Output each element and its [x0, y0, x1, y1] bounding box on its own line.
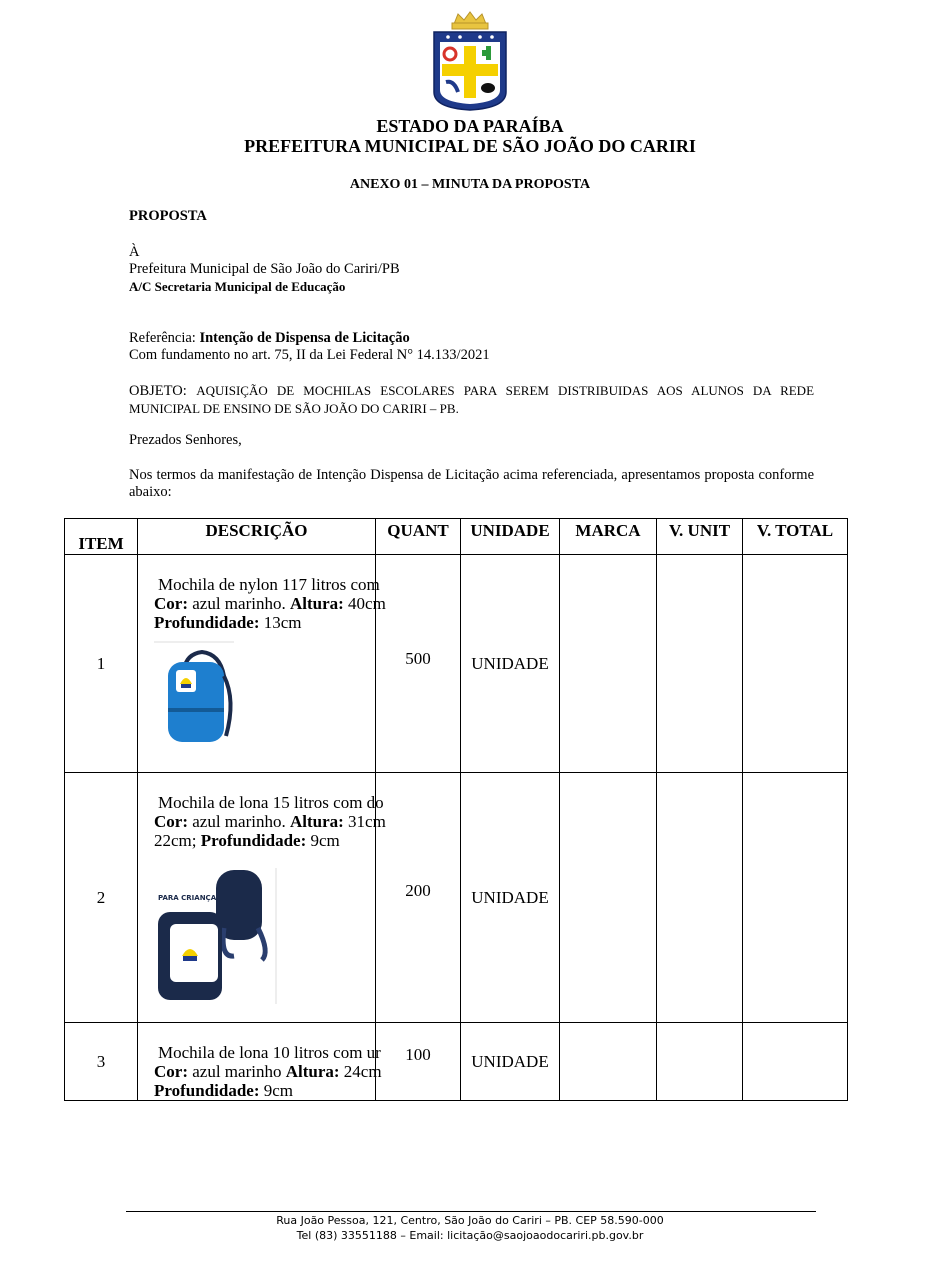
table-row: [65, 773, 848, 1023]
image-caption: PARA CRIANÇA: [158, 894, 217, 902]
reference-block: [129, 330, 814, 364]
navy-backpack-image: [154, 868, 279, 1004]
municipal-crest-logo: [428, 12, 512, 112]
col-header-total-price: V. TOTAL: [743, 519, 848, 555]
col-header-quantity: QUANT: [376, 519, 461, 555]
annex-title: ANEXO 01 – MINUTA DA PROPOSTA: [349, 177, 591, 192]
table-row: [65, 555, 848, 773]
col-header-item: ITEM: [65, 519, 138, 555]
item-number: 2: [65, 773, 138, 1023]
item-brand: [560, 773, 657, 1023]
legal-basis: Com fundamento no art. 75, II da Lei Federal N° 14.133/2021: [129, 347, 490, 363]
item-quantity: 200: [376, 773, 461, 1023]
salutation: Prezados Senhores,: [129, 432, 242, 448]
item-unit-price: [657, 555, 743, 773]
item-description: [138, 1023, 382, 1101]
desc-color-line: Cor: azul marinho. Altura: 31cm: [154, 812, 386, 831]
item-unit-price: [657, 773, 743, 1023]
item-unit: UNIDADE: [461, 1023, 560, 1101]
desc-line: Mochila de lona 15 litros com do: [158, 793, 384, 812]
desc-color-line: Cor: azul marinho Altura: 24cm: [154, 1062, 382, 1081]
reference-label: Referência:: [129, 330, 196, 346]
recipient-name: Prefeitura Municipal de São João do Cariri/PB: [129, 261, 400, 277]
reference-value: Intenção de Dispensa de Licitação: [199, 330, 410, 346]
item-quantity: 500: [376, 555, 461, 773]
item-total-price: [743, 1023, 848, 1101]
item-quantity: 100: [376, 1023, 461, 1101]
desc-color-line: Cor: azul marinho. Altura: 40cm: [154, 594, 386, 613]
item-description: [138, 555, 386, 773]
col-header-unit: UNIDADE: [461, 519, 560, 555]
footer-divider: [126, 1211, 816, 1212]
reference-line: [129, 330, 814, 347]
object-paragraph: [129, 382, 814, 418]
state-title: ESTADO DA PARAÍBA: [376, 116, 564, 136]
table-row: [65, 1023, 848, 1101]
desc-depth-line: 22cm; Profundidade: 9cm: [154, 831, 340, 850]
municipality-title: PREFEITURA MUNICIPAL DE SÃO JOÃO DO CARIRI: [244, 136, 696, 156]
item-total-price: [743, 773, 848, 1023]
item-brand: [560, 555, 657, 773]
object-label: OBJETO:: [129, 383, 187, 399]
footer-contact: Tel (83) 33551188 – Email: licitação@saojoaodocariri.pb.gov.br: [296, 1229, 644, 1242]
desc-line: Mochila de lona 10 litros com ur: [158, 1043, 381, 1062]
item-unit: UNIDADE: [461, 773, 560, 1023]
item-number: 3: [65, 1023, 138, 1101]
col-header-brand: MARCA: [560, 519, 657, 555]
item-unit: UNIDADE: [461, 555, 560, 773]
recipient-attention: A/C Secretaria Municipal de Educação: [129, 279, 346, 294]
object-text: AQUISIÇÃO DE MOCHILAS ESCOLARES PARA SEREM DISTRIBUIDAS AOS ALUNOS DA REDE MUNICIPAL DE ENSINO DE SÃO JOÃO DO CARIRI – PB.: [129, 383, 815, 416]
item-description: [138, 773, 386, 1023]
item-unit-price: [657, 1023, 743, 1101]
items-table: [64, 518, 848, 1101]
crown-icon: [452, 12, 488, 29]
footer-address: Rua João Pessoa, 121, Centro, São João do Cariri – PB. CEP 58.590-000: [276, 1214, 664, 1227]
item-brand: [560, 1023, 657, 1101]
recipient-block: [129, 244, 814, 295]
blue-backpack-image: [154, 640, 244, 750]
item-number: 1: [65, 555, 138, 773]
col-header-unit-price: V. UNIT: [657, 519, 743, 555]
proposal-heading: PROPOSTA: [129, 208, 207, 224]
recipient-to: À: [129, 244, 140, 260]
table-header-row: [65, 519, 848, 555]
desc-depth-line: Profundidade: 9cm: [154, 1081, 294, 1100]
desc-depth-line: Profundidade: 13cm: [154, 613, 302, 632]
item-total-price: [743, 555, 848, 773]
desc-line: Mochila de nylon 117 litros com: [158, 575, 380, 594]
body-paragraph: Nos termos da manifestação de Intenção Dispensa de Licitação acima referenciada, apresentamos proposta conforme abaixo:: [129, 467, 814, 500]
col-header-description: DESCRIÇÃO: [138, 519, 376, 555]
